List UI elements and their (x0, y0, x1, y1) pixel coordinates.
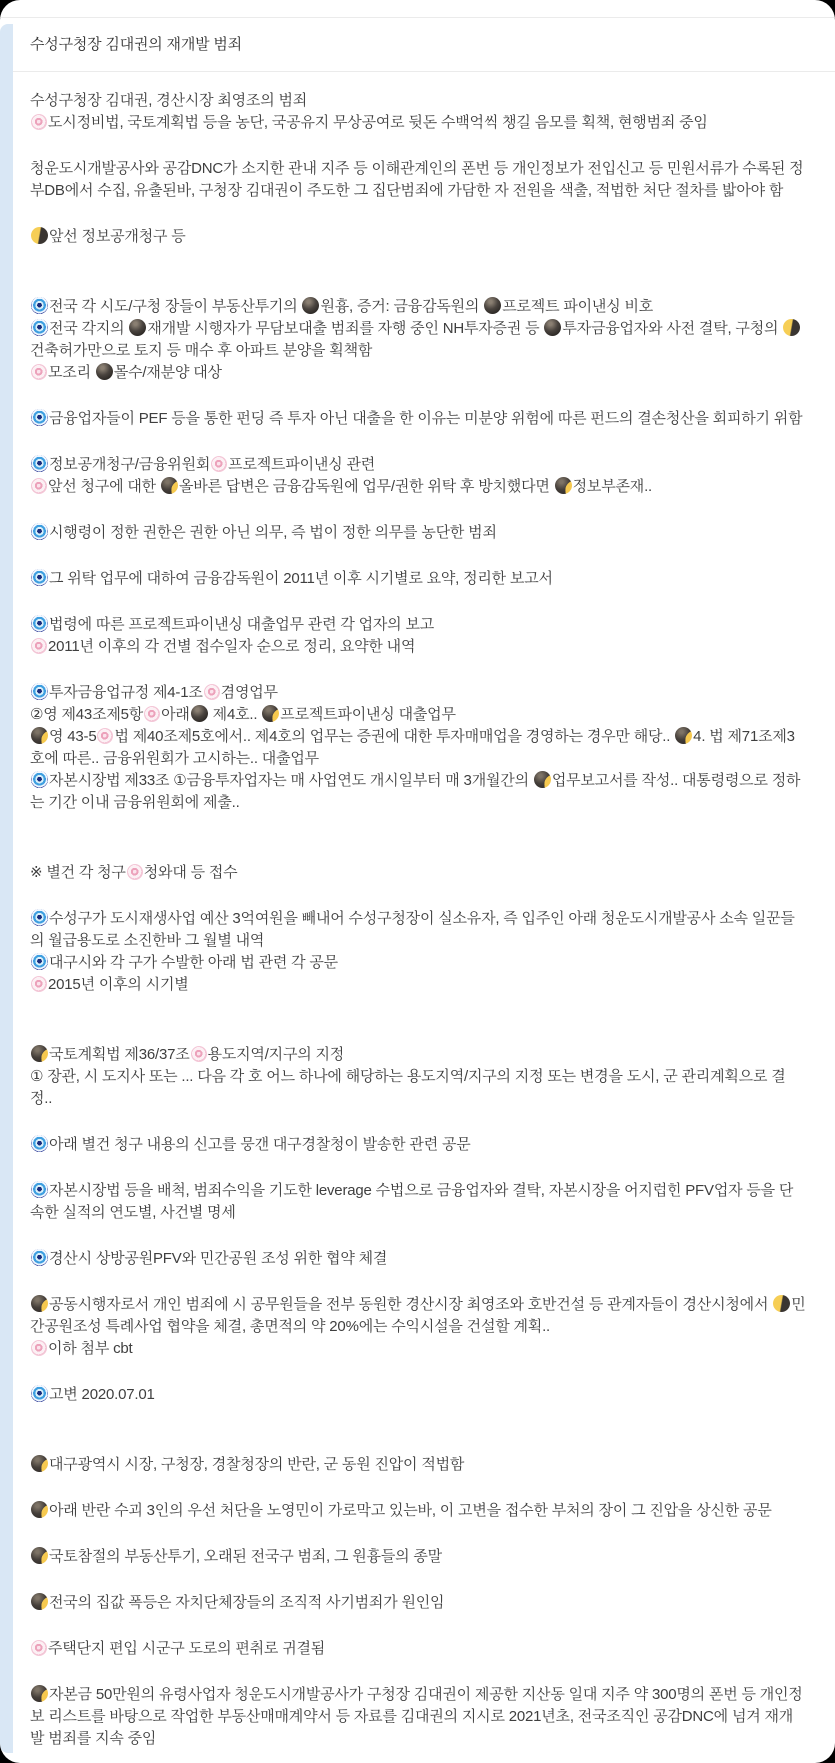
text-segment: 이하 첨부 cbt (48, 1340, 133, 1357)
text-segment: 금융업자들이 PEF 등을 통한 펀딩 즉 투자 아닌 대출을 한 이유는 미분양 위험에 따른 펀드의 결손청산을 회피하기 위함 (49, 410, 803, 427)
text-line (30, 974, 807, 996)
text-line (30, 226, 807, 248)
new-moon-icon (191, 705, 208, 722)
fish-cake-swirl-icon (31, 114, 47, 130)
text-line (30, 1066, 807, 1110)
text-segment: 자본시장법 등을 배척, 범죄수익을 기도한 leverage 수법으로 금융업자와 결탁, 자본시장을 어지럽힌 PFV업자 등을 단속한 실적의 연도별, 사건별 명세 (30, 1182, 794, 1221)
text-line (30, 1500, 807, 1522)
nazar-amulet-icon (31, 683, 48, 700)
text-segment: ※ 별건 각 청구 (30, 864, 126, 881)
page-title: 수성구청장 김대권의 재개발 범죄 (30, 36, 242, 53)
paragraph (30, 1134, 807, 1156)
doc-body (0, 72, 835, 1763)
paragraph (30, 1638, 807, 1660)
nazar-amulet-icon (31, 1249, 48, 1266)
fish-cake-swirl-icon (204, 684, 220, 700)
text-segment: 경산시 상방공원PFV와 민간공원 조성 위한 협약 체결 (49, 1250, 388, 1267)
waning-crescent-moon-icon (31, 1547, 48, 1564)
text-segment: 아래 별건 청구 내용의 신고를 뭉갠 대구경찰청이 발송한 관련 공문 (49, 1136, 471, 1153)
text-segment: 용도지역/지구의 지정 (207, 1046, 345, 1063)
text-segment: 아래 반란 수괴 3인의 우선 처단을 노영민이 가로막고 있는바, 이 고변을 접수한 부처의 장이 그 진압을 상신한 공문 (49, 1502, 772, 1519)
text-line (30, 1684, 807, 1750)
text-segment: 앞선 청구에 대한 (48, 478, 160, 495)
fish-cake-swirl-icon (127, 864, 143, 880)
new-moon-icon (544, 319, 561, 336)
nazar-amulet-icon (31, 569, 48, 586)
paragraph (30, 454, 807, 498)
text-segment: 대구시와 각 구가 수발한 아래 법 관련 각 공문 (49, 954, 338, 971)
text-segment: 건축허가만으로 토지 등 매수 후 아파트 분양을 획책함 (30, 342, 373, 359)
paragraph (30, 1294, 807, 1360)
fish-cake-swirl-icon (97, 728, 113, 744)
text-line (30, 1384, 807, 1406)
text-line (30, 1044, 807, 1066)
text-line (30, 682, 807, 704)
text-segment: 대구광역시 시장, 구청장, 경찰청장의 반란, 군 동원 진압이 적법함 (49, 1456, 465, 1473)
text-segment: 정보공개청구/금융위원회 (49, 456, 211, 473)
last-quarter-moon-icon (773, 1295, 790, 1312)
text-line (30, 90, 807, 112)
text-segment: ②영 제43조제5항 (30, 706, 144, 723)
text-segment: 정보부존재.. (572, 478, 653, 495)
text-line (30, 296, 807, 318)
waning-crescent-moon-icon (675, 727, 692, 744)
nazar-amulet-icon (31, 615, 48, 632)
new-moon-icon (302, 297, 319, 314)
text-line (30, 1180, 807, 1224)
text-line (30, 862, 807, 884)
text-line (30, 476, 807, 498)
text-segment: 프로젝트 파이낸싱 비호 (502, 298, 654, 315)
paragraph (30, 1592, 807, 1614)
waning-crescent-moon-icon (534, 771, 551, 788)
paragraph (30, 1044, 807, 1110)
text-line (30, 952, 807, 974)
text-segment: 수성구가 도시재생사업 예산 3억여원을 빼내어 수성구청장이 실소유자, 즉 입주인 아래 청운도시개발공사 소속 일꾼들의 월급용도로 소진한바 그 월별 내역 (30, 910, 795, 949)
text-segment: 2015년 이후의 시기별 (48, 976, 189, 993)
paragraph (30, 614, 807, 658)
page-header (0, 17, 835, 72)
text-segment: 도시정비법, 국토계획법 등을 농단, 국공유지 무상공여로 뒷돈 수백억씩 챙길 음모를 획책, 현행범죄 중임 (48, 114, 708, 131)
paragraph (30, 1384, 807, 1406)
nazar-amulet-icon (31, 523, 48, 540)
waning-crescent-moon-icon (161, 477, 178, 494)
text-line (30, 1592, 807, 1614)
text-line (30, 362, 807, 384)
text-line (30, 726, 807, 770)
waning-crescent-moon-icon (262, 705, 279, 722)
text-segment: 2011년 이후의 각 건별 접수일자 순으로 정리, 요약한 내역 (48, 638, 416, 655)
nazar-amulet-icon (31, 1135, 48, 1152)
text-line (30, 1638, 807, 1660)
fish-cake-swirl-icon (31, 364, 47, 380)
paragraph (30, 1500, 807, 1522)
waning-crescent-moon-icon (31, 727, 48, 744)
text-line (30, 158, 807, 202)
text-segment: 수성구청장 김대권, 경산시장 최영조의 범죄 (30, 92, 308, 109)
fish-cake-swirl-icon (31, 478, 47, 494)
new-moon-icon (129, 319, 146, 336)
nazar-amulet-icon (31, 297, 48, 314)
paragraph (30, 1180, 807, 1224)
text-segment: 민간공원조성 특례사업 협약을 체결, 총면적의 약 20%에는 수익시설을 건설할 계획.. (30, 1296, 806, 1335)
waning-crescent-moon-icon (31, 1593, 48, 1610)
text-line (30, 568, 807, 590)
text-segment: 자본시장법 제33조 ①금융투자업자는 매 사업연도 개시일부터 매 3개월간의 (49, 772, 533, 789)
nazar-amulet-icon (31, 409, 48, 426)
text-segment: 전국 각 시도/구청 장들이 부동산투기의 (49, 298, 302, 315)
text-segment: 프로젝트파이낸싱 대출업무 (280, 706, 456, 723)
text-segment: 전국의 집값 폭등은 자치단체장들의 조직적 사기범죄가 원인임 (49, 1594, 445, 1611)
text-segment: 아래 (161, 706, 190, 723)
fish-cake-swirl-icon (31, 1340, 47, 1356)
nazar-amulet-icon (31, 953, 48, 970)
text-line (30, 1454, 807, 1476)
text-segment: 자본금 50만원의 유령사업자 청운도시개발공사가 구청장 김대권이 제공한 지산동 일대 지주 약 300명의 폰번 등 개인정보 리스트를 바탕으로 작업한 부동산매매계약서 등 자료를 김대권의 지시로 2021년초, 전국조직인 공감DNC에 넘겨 재개발 범죄를 지속 중임 (30, 1686, 803, 1747)
waning-crescent-moon-icon (31, 1455, 48, 1472)
text-segment: 4. 법 제71조제3호에 따른.. 금융위원회가 고시하는.. 대출업무 (30, 728, 795, 767)
paragraph (30, 908, 807, 996)
text-segment: 그 위탁 업무에 대하여 금융감독원이 2011년 이후 시기별로 요약, 정리한 보고서 (49, 570, 553, 587)
new-moon-icon (484, 297, 501, 314)
last-quarter-moon-icon (783, 319, 800, 336)
paragraph (30, 862, 807, 884)
paragraph (30, 1454, 807, 1476)
fish-cake-swirl-icon (31, 1640, 47, 1656)
text-line (30, 454, 807, 476)
text-line (30, 522, 807, 544)
text-segment: 프로젝트파이낸싱 관련 (228, 456, 376, 473)
text-segment: 원흉, 증거: 금융감독원의 (320, 298, 484, 315)
text-line (30, 614, 807, 636)
nazar-amulet-icon (31, 455, 48, 472)
fish-cake-swirl-icon (31, 976, 47, 992)
text-segment: ① 장관, 시 도지사 또는 ... 다음 각 호 어느 하나에 해당하는 용도지역/지구의 지정 또는 변경을 도시, 군 관리계획으로 결정.. (30, 1068, 786, 1107)
paragraph (30, 522, 807, 544)
paragraph (30, 1684, 807, 1750)
paragraph (30, 226, 807, 248)
text-segment: 국토참절의 부동산투기, 오래된 전국구 범죄, 그 원흉들의 종말 (49, 1548, 442, 1565)
text-segment: 전국 각지의 (49, 320, 129, 337)
text-segment: 법령에 따른 프로젝트파이낸싱 대출업무 관련 각 업자의 보고 (49, 616, 435, 633)
text-segment: 겸영업무 (220, 684, 278, 701)
text-line (30, 1248, 807, 1270)
text-line (30, 704, 807, 726)
text-segment: 재개발 시행자가 무담보대출 범죄를 자행 중인 NH투자증권 등 (147, 320, 544, 337)
nazar-amulet-icon (31, 771, 48, 788)
text-segment: 국토계획법 제36/37조 (49, 1046, 190, 1063)
fish-cake-swirl-icon (31, 638, 47, 654)
text-line (30, 636, 807, 658)
text-line (30, 1338, 807, 1360)
text-line (30, 318, 807, 362)
nazar-amulet-icon (31, 1181, 48, 1198)
waning-crescent-moon-icon (555, 477, 572, 494)
waning-crescent-moon-icon (31, 1501, 48, 1518)
text-segment: 업무보고서를 작성.. 대통령령으로 정하는 기간 이내 금융위원회에 제출.. (30, 772, 801, 811)
text-segment: 시행령이 정한 권한은 권한 아닌 의무, 즉 법이 정한 의무를 농단한 범죄 (49, 524, 497, 541)
text-segment: 고변 2020.07.01 (49, 1386, 155, 1403)
text-line (30, 112, 807, 134)
text-segment: 영 43-5 (49, 728, 97, 745)
text-segment: 청와대 등 접수 (143, 864, 238, 881)
text-line (30, 908, 807, 952)
paragraph (30, 682, 807, 814)
text-line (30, 1134, 807, 1156)
text-segment: 투자금융업규정 제4-1조 (49, 684, 203, 701)
paragraph (30, 158, 807, 202)
text-line (30, 408, 807, 430)
left-side-strip (0, 24, 13, 1753)
waning-crescent-moon-icon (31, 1685, 48, 1702)
nazar-amulet-icon (31, 909, 48, 926)
text-segment: 투자금융업자와 사전 결탁, 구청의 (562, 320, 783, 337)
fish-cake-swirl-icon (191, 1046, 207, 1062)
text-segment: 법 제40조제5호에서.. 제4호의 업무는 증권에 대한 투자매매업을 경영하는 경우만 해당.. (114, 728, 675, 745)
text-segment: 몰수/재분양 대상 (113, 364, 222, 381)
text-segment: 올바른 답변은 금융감독원에 업무/권한 위탁 후 방치했다면 (178, 478, 554, 495)
paragraph (30, 90, 807, 134)
paragraph (30, 296, 807, 384)
waning-crescent-moon-icon (31, 1045, 48, 1062)
nazar-amulet-icon (31, 319, 48, 336)
text-segment: 주택단지 편입 시군구 도로의 편취로 귀결됨 (48, 1640, 326, 1657)
text-line (30, 1294, 807, 1338)
paragraph (30, 1248, 807, 1270)
text-segment: 공동시행자로서 개인 범죄에 시 공무원들을 전부 동원한 경산시장 최영조와 호반건설 등 관계자들이 경산시청에서 (49, 1296, 773, 1313)
fish-cake-swirl-icon (144, 706, 160, 722)
text-line (30, 1546, 807, 1568)
text-line (30, 770, 807, 814)
paragraph (30, 408, 807, 430)
text-segment: 제4호.. (208, 706, 262, 723)
text-segment: 청운도시개발공사와 공감DNC가 소지한 관내 지주 등 이해관계인의 폰번 등 개인정보가 전입신고 등 민원서류가 수록된 정부DB에서 수집, 유출된바, 구청장 김대권이 주도한 그 집단범죄에 가담한 자 전원을 색출, 적법한 처단 절차를 밟아야 함 (30, 160, 804, 199)
last-quarter-moon-icon (31, 227, 48, 244)
fish-cake-swirl-icon (211, 456, 227, 472)
new-moon-icon (96, 363, 113, 380)
text-segment: 모조리 (48, 364, 95, 381)
paragraph (30, 1546, 807, 1568)
text-segment: 앞선 정보공개청구 등 (49, 228, 186, 245)
nazar-amulet-icon (31, 1385, 48, 1402)
waning-crescent-moon-icon (31, 1295, 48, 1312)
paragraph (30, 568, 807, 590)
